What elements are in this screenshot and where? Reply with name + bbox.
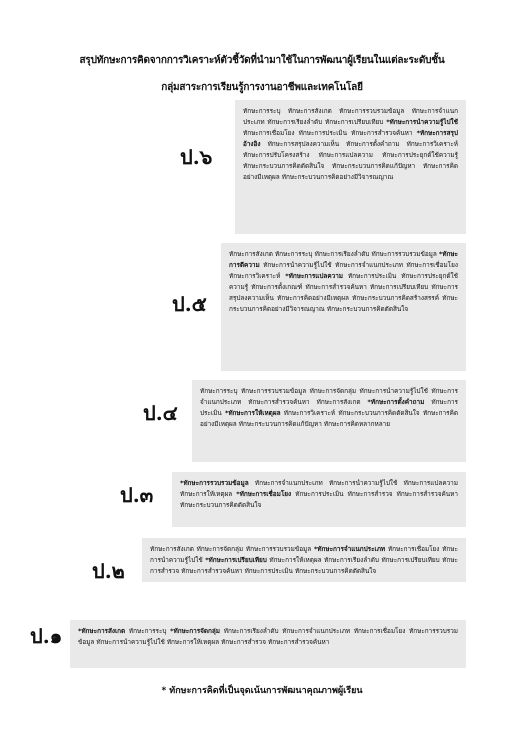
skill-item: ทักษะการนำความรู้ไปใช้ <box>328 479 398 487</box>
skills-box-p4 <box>192 380 466 462</box>
focus-skill-item: *ทักษะการให้เหตุผล <box>224 409 281 417</box>
skill-item: ทักษะการนำความรู้ไปใช้ <box>150 545 458 564</box>
skills-box-p6 <box>235 100 466 234</box>
skill-item: ทักษะการคิดอย่างมีเหตุผล <box>200 409 458 428</box>
focus-skill-item: *ทักษะการเชื่อมโยง <box>236 490 292 498</box>
skill-item: ทักษะการแปลความ <box>403 479 458 487</box>
skill-item: ทักษะการสำรวจ <box>150 556 458 575</box>
skill-item: ทักษะการจำแนกประเภท <box>335 261 403 269</box>
skill-item: ทักษะการรวบรวมข้อมูล <box>240 387 307 395</box>
focus-skill-item: *ทักษะการสังเกต <box>78 627 126 635</box>
skills-box-p2 <box>142 538 466 582</box>
skill-item: ทักษะการประเมิน <box>200 398 458 417</box>
focus-skill-item: *ทักษะการนำความรู้ไปใช้ <box>386 118 458 126</box>
skill-item: ทักษะการจัดกลุ่ม <box>196 545 244 553</box>
skill-item: ทักษะการให้เหตุผล <box>269 556 322 564</box>
focus-skill-item: *ทักษะการแปลความ <box>285 272 344 280</box>
footnote: * ทักษะการคิดที่เป็นจุดเน้นการพัฒนาคุณภาพผู้เรียน <box>161 686 363 696</box>
focus-skill-item: *ทักษะการเปรียบเทียบ <box>205 556 267 564</box>
skill-item: ทักษะการสำรวจค้นหา <box>267 638 330 646</box>
skill-item: ทักษะการระบุ <box>200 387 238 395</box>
skill-item: ทักษะการคิดอย่างมีเหตุผล <box>243 162 458 181</box>
grade-label-p5: ป.๕ <box>172 292 207 316</box>
skills-box-p1 <box>70 620 466 668</box>
skill-item: ทักษะการเชื่อมโยง <box>387 545 440 553</box>
focus-skill-item: *ทักษะการสรุปอ้างอิง <box>243 129 458 148</box>
skill-item: ทักษะกระบวนการคิดอย่างมีวิจารณญาณ <box>281 173 394 181</box>
skill-item: ทักษะการสำรวจ <box>347 490 393 498</box>
skill-item: ทักษะการสำรวจค้นหา <box>181 567 243 575</box>
skill-item: ทักษะการสังเกต <box>316 398 361 406</box>
skill-item: ทักษะการระบุ <box>274 250 313 258</box>
skill-item: ทักษะการวิเคราะห์ <box>229 272 281 280</box>
skill-item: ทักษะการจัดกลุ่ม <box>309 387 357 395</box>
skill-item: ทักษะการรวบรวมข้อมูล <box>245 545 312 553</box>
skill-item: ทักษะการสำรวจค้นหา <box>351 129 413 137</box>
skill-item: ทักษะการตั้งเกณฑ์ <box>251 283 303 291</box>
skill-item: ทักษะกระบวนการคิดตัดสินใจ <box>294 567 377 575</box>
skill-item: ทักษะการเรียงลำดับ <box>267 118 323 126</box>
grade-label-p4: ป.๔ <box>143 401 178 425</box>
skill-item: ทักษะการประเมิน <box>298 129 347 137</box>
skill-item: ทักษะการเปรียบเทียบ <box>381 556 440 564</box>
skill-item: ทักษะการจำแนกประเภท <box>243 107 458 126</box>
grade-label-p6: ป.๖ <box>180 145 213 169</box>
skill-item: ทักษะกระบวนการคิดตัดสินใจ <box>338 409 420 417</box>
skill-item: ทักษะการเรียงลำดับ <box>314 250 370 258</box>
skill-item: ทักษะการจำแนกประเภท <box>200 387 458 406</box>
skill-item: ทักษะการแปลความ <box>318 151 373 159</box>
grade-label-p3: ป.๓ <box>120 483 154 507</box>
skill-item: ทักษะการให้เหตุผล <box>180 490 233 498</box>
skill-item: ทักษะกระบวนการคิดตัดสินใจ <box>180 501 262 509</box>
skill-item: ทักษะการรวบรวมข้อมูล <box>371 250 437 258</box>
skill-item: ทักษะการรวบรวมข้อมูล <box>78 627 458 646</box>
skill-item: ทักษะการประยุกต์ใช้ความรู้ <box>382 151 458 159</box>
skill-item: ทักษะการสังเกต <box>150 545 194 553</box>
skill-item: ทักษะการตั้งคำถาม <box>346 140 400 148</box>
skill-item: ทักษะการรวบรวมข้อมูล <box>339 107 405 115</box>
skill-item: ทักษะกระบวนการคิดแก้ปัญหา <box>332 162 416 170</box>
page-title: สรุปทักษะการคิดจากการวิเคราะห์ตัวชี้วัดที่นำมาใช้ในการพัฒนาผู้เรียนในแต่ละระดับชั้น <box>79 55 445 66</box>
skill-item: ทักษะการประเมิน <box>295 490 344 498</box>
skill-item: ทักษะการระบุ <box>243 107 281 115</box>
skill-item: ทักษะการสำรวจ <box>221 638 266 646</box>
page-subtitle: กลุ่มสาระการเรียนรู้การงานอาชีพและเทคโนโลยี <box>161 82 363 93</box>
focus-skill-item: *ทักษะการจัดกลุ่ม <box>170 627 221 635</box>
skill-item: ทักษะการเชื่อมโยง <box>353 627 406 635</box>
skill-item: ทักษะการเชื่อมโยง <box>406 261 458 269</box>
grade-label-p2: ป.๒ <box>92 559 125 583</box>
skill-item: ทักษะการนำความรู้ไปใช้ <box>96 638 165 646</box>
skill-item: ทักษะกระบวนการคิดอย่างมีวิจารณญาณ <box>229 294 458 313</box>
skill-item: ทักษะการสรุปลงความเห็น <box>229 283 458 302</box>
skill-item: ทักษะการเปรียบเทียบ <box>325 118 384 126</box>
skill-item: ทักษะการสำรวจค้นหา <box>305 283 367 291</box>
skill-item: ทักษะการระบุ <box>128 627 167 635</box>
focus-skill-item: *ทักษะการรวบรวมข้อมูล <box>180 479 249 487</box>
skill-item: ทักษะกระบวนการคิดตัดสินใจ <box>326 305 409 313</box>
skill-item: ทักษะการจำแนกประเภท <box>282 627 351 635</box>
skill-item: ทักษะกระบวนการคิดตัดสินใจ <box>243 162 325 170</box>
skill-item: ทักษะการจำแนกประเภท <box>254 479 323 487</box>
skill-item: ทักษะการให้เหตุผล <box>166 638 220 646</box>
skill-item: ทักษะการสังเกต <box>229 250 273 258</box>
focus-skill-item: *ทักษะการตั้งคำถาม <box>367 398 425 406</box>
grade-label-p1: ป.๑ <box>30 624 63 648</box>
skill-item: ทักษะกระบวนการคิดแก้ปัญหา <box>238 420 322 428</box>
skill-item: ทักษะการสังเกต <box>287 107 332 115</box>
skill-item: ทักษะการคิดอย่างมีเหตุผล <box>277 294 349 302</box>
skill-item: ทักษะการนำความรู้ไปใช้ <box>359 387 428 395</box>
skill-item: ทักษะการคิดหลากหลาย <box>323 420 390 428</box>
skill-item: ทักษะการปรับโครงสร้าง <box>243 151 310 159</box>
skill-item: ทักษะการนำความรู้ไปใช้ <box>263 261 332 269</box>
skill-item: ทักษะการเปรียบเทียบ <box>369 283 429 291</box>
skill-item: ทักษะการประยุกต์ใช้ความรู้ <box>229 272 458 291</box>
focus-skill-item: *ทักษะการจำแนกประเภท <box>313 545 386 553</box>
skills-box-p5 <box>221 243 466 371</box>
skill-item: ทักษะการเรียงลำดับ <box>324 556 379 564</box>
skill-item: ทักษะการวิเคราะห์ <box>406 140 458 148</box>
skill-item: ทักษะการสำรวจค้นหา <box>396 490 458 498</box>
skill-item: ทักษะการสำรวจค้นหา <box>248 398 310 406</box>
skill-item: ทักษะการประเมิน <box>347 272 397 280</box>
skills-box-p3 <box>172 472 466 527</box>
skill-item: ทักษะการวิเคราะห์ <box>283 409 336 417</box>
skill-item: ทักษะการเรียงลำดับ <box>223 627 279 635</box>
skill-item: ทักษะการเชื่อมโยง <box>243 129 295 137</box>
skill-item: ทักษะการสรุปลงความเห็น <box>267 140 340 148</box>
focus-skill-item: *ทักษะการตีความ <box>229 250 458 269</box>
skill-item: ทักษะการประเมิน <box>244 567 293 575</box>
skill-item: ทักษะกระบวนการคิดสร้างสรรค์ <box>352 294 439 302</box>
